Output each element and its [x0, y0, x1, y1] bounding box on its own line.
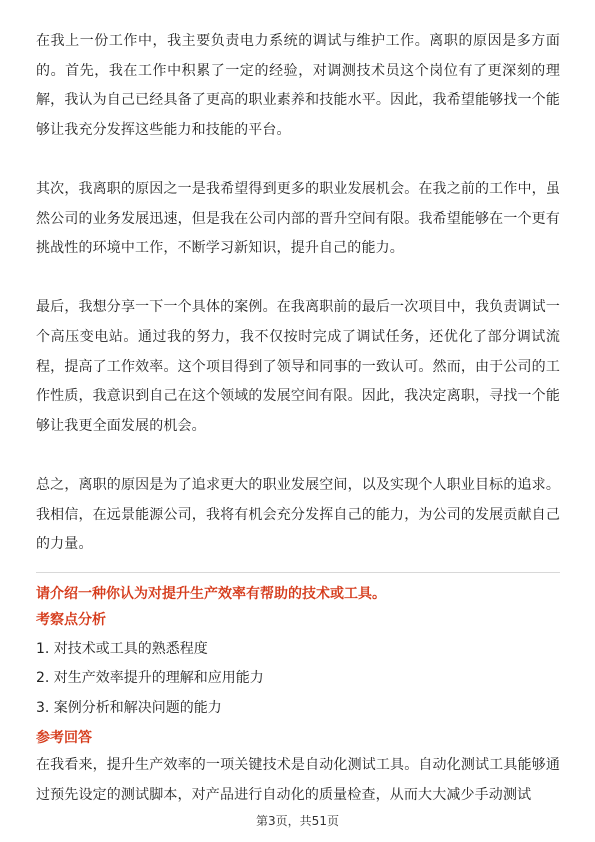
- list-item: 1. 对技术或工具的熟悉程度: [36, 640, 208, 657]
- paragraph-1: 在我上一份工作中，我主要负责电力系统的调试与维护工作。离职的原因是多方面的。首先，我在工作中积累了一定的经验，对调测技术员这个岗位有了更深刻的理解，我认为自己已经具备了更高的职业素养和技能水平。因此，我希望能够找一个能够让我充分发挥这些能力和技能的平台。: [36, 33, 560, 138]
- paragraph-spacer: [36, 264, 560, 294]
- paragraph-spacer: [36, 145, 560, 175]
- page-content: [36, 27, 560, 811]
- answer-heading: 参考回答: [36, 730, 92, 747]
- analysis-list: [36, 635, 560, 724]
- page-number: 第3页，共51页: [256, 814, 339, 828]
- paragraph-3: 最后，我想分享一下一个具体的案例。在我离职前的最后一次项目中，我负责调试一个高压变电站。通过我的努力，我不仅按时完成了调试任务，还优化了部分调试流程，提高了工作效率。这个项目得到了领导和同事的一致认可。然而，由于公司的工作性质，我意识到自己在这个领域的发展空间有限。因此，我决定离职，寻找一个能够让我更全面发展的机会。: [36, 299, 560, 434]
- paragraph-spacer: [36, 441, 560, 471]
- list-item: 3. 案例分析和解决问题的能力: [36, 699, 222, 716]
- analysis-heading: 考察点分析: [36, 611, 106, 628]
- list-item: 2. 对生产效率提升的理解和应用能力: [36, 670, 264, 687]
- section-divider: [36, 572, 560, 573]
- answer-text: 在我看来，提升生产效率的一项关键技术是自动化测试工具。自动化测试工具能够通过预先设定的测试脚本，对产品进行自动化的质量检查，从而大大减少手动测试: [36, 757, 560, 804]
- paragraph-2: 其次，我离职的原因之一是我希望得到更多的职业发展机会。在我之前的工作中，虽然公司的业务发展迅速，但是我在公司内部的晋升空间有限。我希望能够在一个更有挑战性的环境中工作，不断学习新知识，提升自己的能力。: [36, 180, 560, 257]
- paragraph-4: 总之，离职的原因是为了追求更大的职业发展空间，以及实现个人职业目标的追求。我相信，在远景能源公司，我将有机会充分发挥自己的能力，为公司的发展贡献自己的力量。: [36, 476, 560, 553]
- interview-question: 请介绍一种你认为对提升生产效率有帮助的技术或工具。: [36, 585, 386, 602]
